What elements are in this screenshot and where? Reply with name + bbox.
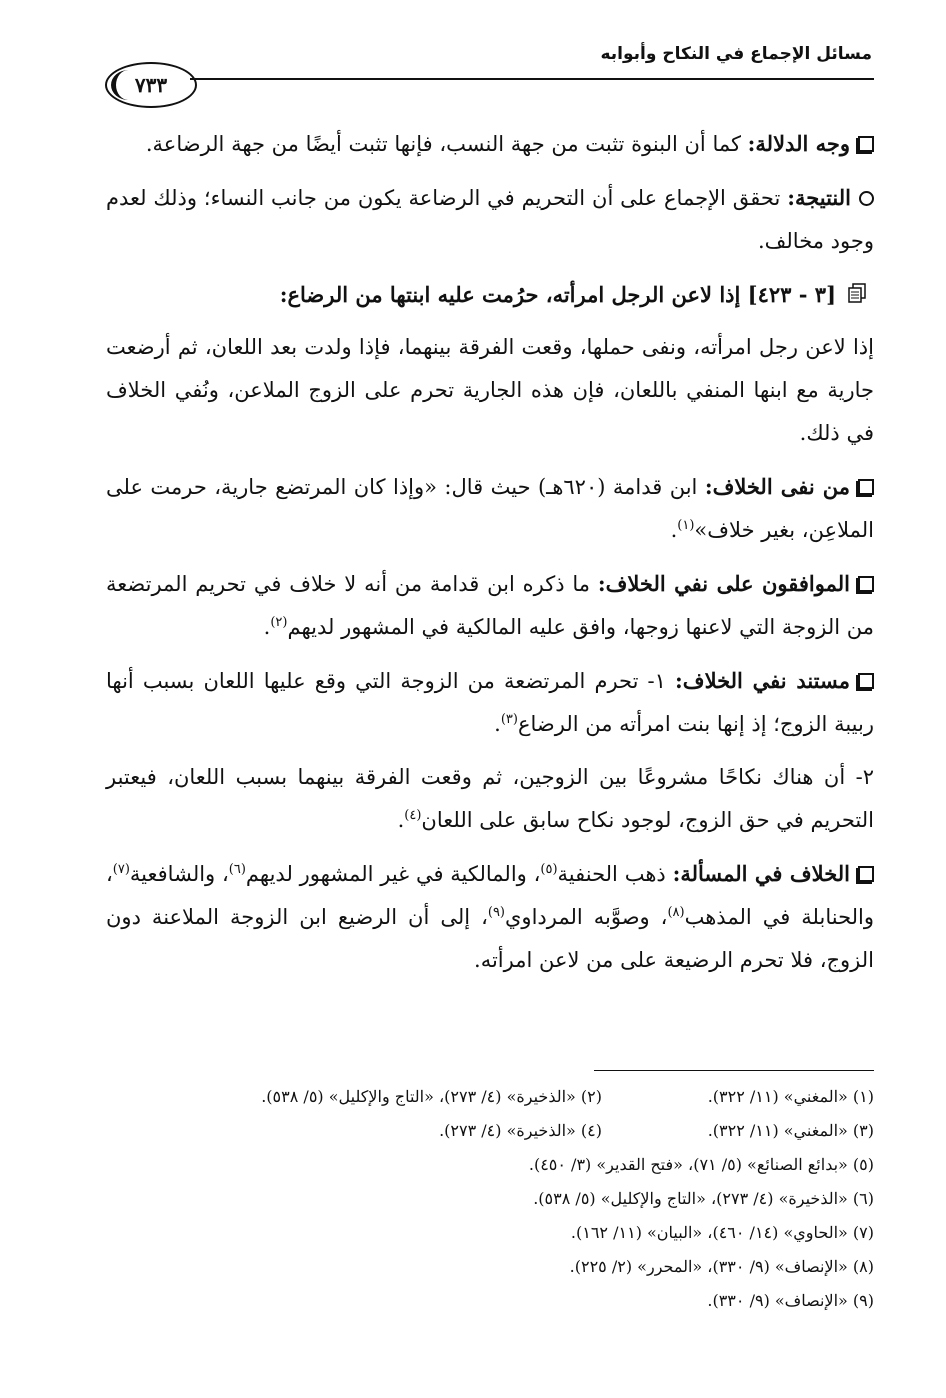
text-dispute: ، والمالكية في غير المشهور لديهم	[245, 862, 541, 886]
square-bullet-icon	[858, 479, 874, 495]
lead-basis: مستند نفي الخلاف:	[675, 668, 851, 693]
footnote-1: (١) «المغني» (١١/ ٣٢٢).	[707, 1087, 874, 1106]
stacked-documents-icon	[846, 282, 868, 304]
text-negator: ابن قدامة (٦٢٠هـ) حيث قال: «وإذا كان المرتضع جارية، حرمت على الملاعِن، بغير خلاف»	[106, 475, 874, 542]
paragraph-negator	[106, 465, 874, 552]
footnote-6: (٦) «الذخيرة» (٤/ ٢٧٣)، «التاج والإكليل» (٥/ ٥٣٨).	[533, 1189, 874, 1208]
footnote-ref: (٢)	[270, 615, 288, 630]
main-text	[106, 122, 874, 992]
square-bullet-icon	[858, 576, 874, 592]
paragraph-basis-2	[106, 756, 874, 842]
footnote-ref: (٩)	[487, 905, 505, 920]
footnote-3: (٣) «المغني» (١١/ ٣٢٢).	[707, 1121, 874, 1140]
page-number-badge	[105, 62, 197, 108]
footnote-4: (٤) «الذخيرة» (٤/ ٢٧٣).	[439, 1121, 602, 1140]
square-bullet-icon	[858, 673, 874, 689]
text-dispute: ذهب الحنفية	[557, 862, 673, 886]
punct: .	[263, 615, 271, 639]
text-dispute: ، إلى أن الرضيع ابن الزوجة الملاعنة دون الزوج، فلا تحرم الرضيعة على من لاعن امرأته.	[106, 905, 874, 972]
footnote-9: (٩) «الإنصاف» (٩/ ٣٣٠).	[707, 1291, 874, 1310]
footnote-separator	[594, 1070, 874, 1071]
paragraph-dispute	[106, 852, 874, 982]
text-evidence: كما أن البنوة تثبت من جهة النسب، فإنها تثبت أيضًا من جهة الرضاعة.	[145, 132, 748, 156]
text-dispute: ، وصوَّبه المرداوي	[505, 905, 668, 929]
square-bullet-icon	[858, 866, 874, 882]
text-agreers: ما ذكره ابن قدامة من أنه لا خلاف في تحريم المرتضعة من الزوجة التي لاعنها زوجها، وافق عليه المالكية في المشهور لديهم	[106, 572, 874, 639]
footnote-ref: (٧)	[112, 862, 130, 877]
punct: .	[670, 518, 678, 542]
text-dispute: ، والحنابلة في المذهب	[106, 862, 874, 929]
footnote-row	[106, 1114, 874, 1148]
paragraph-result	[106, 176, 874, 263]
footnote-7: (٧) «الحاوي» (١٤/ ٤٦٠)، «البيان» (١١/ ١٦٢).	[570, 1223, 874, 1242]
lead-result: النتيجة:	[787, 185, 851, 210]
running-header-title: مسائل الإجماع في النكاح وأبوابه	[600, 44, 872, 64]
footnote-8: (٨) «الإنصاف» (٩/ ٣٣٠)، «المحرر» (٢/ ٢٢٥).	[569, 1257, 874, 1276]
text-basis: ١- تحرم المرتضعة من الزوجة التي وقع عليها اللعان بسبب أنها ربيبة الزوج؛ إذ إنها بنت امرأته من الرضاع	[106, 669, 874, 736]
text-case: إذا لاعن رجل امرأته، ونفى حملها، وقعت الفرقة بينهما، فإذا ولدت بعد اللعان، ثم أرضعت جارية مع ابنها المنفي باللعان، فإن هذه الجارية تحرم على الزوج الملاعن، ونُفي الخلاف في ذلك.	[106, 335, 874, 445]
footnote-ref: (١)	[677, 518, 695, 533]
section-heading	[106, 273, 874, 316]
footnote-row	[106, 1080, 874, 1114]
punct: .	[494, 712, 501, 736]
square-bullet-icon	[858, 136, 874, 152]
lead-evidence: وجه الدلالة:	[747, 131, 850, 156]
lead-negator: من نفى الخلاف:	[704, 474, 850, 499]
footnote-5: (٥) «بدائع الصنائع» (٥/ ٧١)، «فتح القدير» (٣/ ٤٥٠).	[528, 1155, 874, 1174]
footnote-ref: (٨)	[667, 905, 685, 920]
lead-agreers: الموافقون على نفي الخلاف:	[597, 571, 850, 596]
footnote-ref: (٥)	[540, 862, 558, 877]
text-dispute: ، والشافعية	[129, 862, 229, 886]
text-result: تحقق الإجماع على أن التحريم في الرضاعة يكون من جانب النساء؛ وذلك لعدم وجود مخالف.	[106, 186, 874, 253]
circle-bullet-icon	[859, 191, 874, 206]
header-rule	[190, 78, 874, 80]
lead-dispute: الخلاف في المسألة:	[672, 861, 850, 886]
footnote-ref: (٦)	[228, 862, 246, 877]
footnote-ref: (٣)	[500, 712, 518, 727]
footnote-ref: (٤)	[404, 808, 422, 823]
paragraph-basis	[106, 659, 874, 746]
text-basis-2: ٢- أن هناك نكاحًا مشروعًا بين الزوجين، ثم وقعت الفرقة بينهما بسبب اللعان، فيعتبر التحريم في حق الزوج، لوجود نكاح سابق على اللعان	[106, 765, 874, 832]
paragraph-evidence	[106, 122, 874, 166]
footnote-2: (٢) «الذخيرة» (٤/ ٢٧٣)، «التاج والإكليل» (٥/ ٥٣٨).	[261, 1087, 602, 1106]
paragraph-case	[106, 326, 874, 455]
page-number: ٧٣٣	[134, 73, 168, 97]
punct: .	[397, 808, 405, 832]
paragraph-agreers	[106, 562, 874, 649]
footnotes	[106, 1080, 874, 1318]
heading-text: [٣ - ٤٢٣] إذا لاعن الرجل امرأته، حرُمت عليه ابنتها من الرضاع:	[279, 282, 836, 307]
